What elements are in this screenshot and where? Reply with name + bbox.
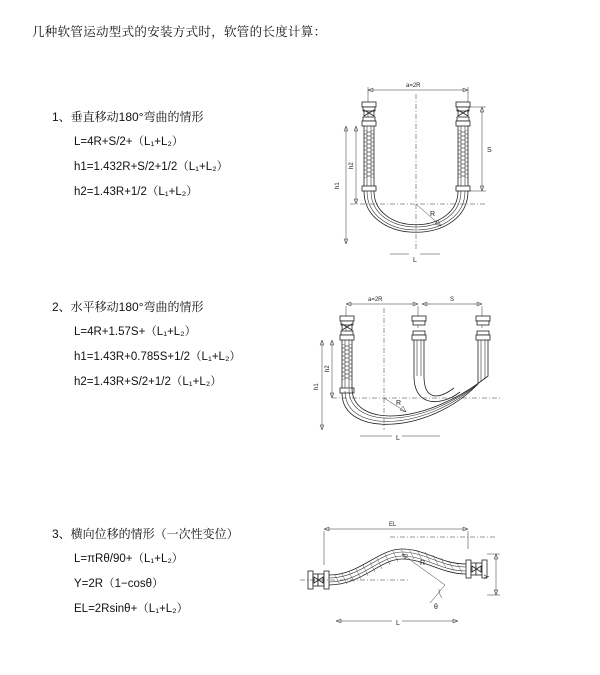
section-3-formula-1: L=πRθ/90+（L₁+L₂） [74,553,184,565]
section-1-formula-2: h1=1.432R+S/2+1/2（L₁+L₂） [74,161,229,173]
section-2-formula-3: h2=1.43R+S/2+1/2（L₁+L₂） [74,376,222,388]
section-3-formula-3: EL=2Rsinθ+（L₁+L₂） [74,603,189,615]
label-h1: h1 [335,182,341,189]
label-S: S [487,147,492,154]
dim-h1-h2-2 [314,340,334,430]
section-1-formula-1: L=4R+S/2+（L₁+L₂） [74,136,184,148]
dim-R-2 [384,398,406,412]
label-h2-2: h2 [325,365,331,372]
section-2-formula-1: L=4R+1.57S+（L₁+L₂） [74,326,197,338]
section-3-title: 3、横向位移的情形（一次性变位） [52,527,239,541]
vertical-180-bend-diagram [310,74,510,284]
section-2-title: 2、水平移动180°弯曲的情形 [52,300,204,314]
section-1-text [52,108,312,208]
label-h2: h2 [349,162,355,169]
label-theta: θ [434,604,438,611]
label-a-2r-2: a=2R [368,297,383,303]
label-h1-2: h1 [314,383,320,390]
right-vertical-pipe [456,102,470,191]
label-R-2: R [396,400,402,407]
section-3-formula-2: Y=2R（1−cosθ） [74,578,164,590]
mid-vertical-pipe-2 [412,316,426,376]
label-R-3: R [420,560,426,567]
dim-EL [324,522,468,565]
dim-top [346,297,482,332]
right-vertical-pipe-2 [476,316,490,364]
page-title: 几种软管运动型式的安装方式时，软管的长度计算： [32,25,327,39]
dim-R-theta [402,554,445,611]
section-3-text [52,525,312,625]
section-1-title: 1、垂直移动180°弯曲的情形 [52,110,204,124]
left-vertical-pipe [362,102,376,191]
section-2-formula-2: h1=1.43R+0.785S+1/2（L₁+L₂） [74,351,241,363]
s-curve-hose [329,549,466,585]
section-1-formula-3: h2=1.43R+1/2（L₁+L₂） [74,186,198,198]
dim-a-2r [368,83,468,118]
dim-R [416,204,441,226]
lateral-offset-diagram [290,507,505,637]
dim-S [470,107,492,191]
section-2-text [52,298,312,398]
label-EL: EL [389,522,397,528]
label-R: R [430,211,436,218]
swept-loop [342,364,488,424]
horizontal-180-bend-diagram [310,288,510,448]
label-Y: Y [484,574,491,579]
label-a-2r: a=2R [406,83,421,89]
label-L-2: L [396,435,400,442]
label-L: L [413,257,417,264]
dim-h1-h2 [335,126,358,244]
label-S-2: S [450,297,455,303]
left-vertical-pipe-2 [340,316,354,393]
label-L-3: L [396,620,400,627]
